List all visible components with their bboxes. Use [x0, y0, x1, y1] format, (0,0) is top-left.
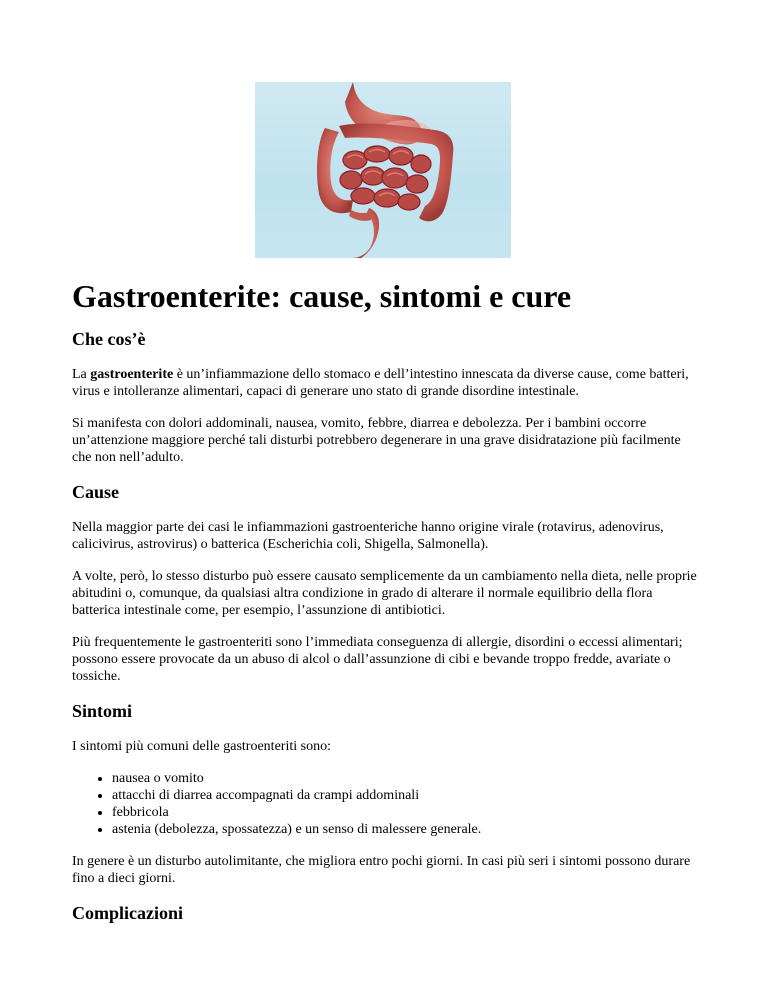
- list-item: • astenia (debolezza, spossatezza) e un senso di malessere generale.: [112, 821, 702, 838]
- section-heading-cause: Cause: [72, 482, 120, 502]
- paragraph-text: è un’infiammazione dello stomaco e dell’intestino innescata da diverse cause, come batteri, virus e intolleranze alimentari, capaci di generare uno stato di grande disordine intestinale.: [72, 367, 689, 399]
- section-heading-sintomi: Sintomi: [72, 701, 133, 721]
- document-page: [72, 82, 702, 924]
- paragraph: Più frequentemente le gastroenteriti sono l’immediata conseguenza di allergie, disordini o eccessi alimentari; possono essere provocate da un abuso di alcol o dall’assunzione di cibi e bevande troppo fredde, avariate o tossiche.: [72, 635, 683, 684]
- section-heading-complicazioni: Complicazioni: [72, 903, 183, 923]
- intestine-illustration: [255, 82, 511, 258]
- list-item: • nausea o vomito: [112, 770, 702, 787]
- list-item: • febbricola: [112, 804, 702, 821]
- symptom-list: [72, 770, 702, 838]
- paragraph: Nella maggior parte dei casi le infiammazioni gastroenteriche hanno origine virale (rotavirus, adenovirus, calicivirus, astrovirus) o batterica (Escherichia coli, Shigella, Salmonella).: [72, 520, 664, 552]
- paragraph-text: La: [72, 367, 91, 382]
- paragraph: Si manifesta con dolori addominali, nausea, vomito, febbre, diarrea e debolezza. Per i bambini occorre un’attenzione maggiore perché tali disturbi potrebbero degenerare in una grave disidratazione più facilmente che non nell’adulto.: [72, 416, 681, 465]
- bold-term: gastroenterite: [90, 367, 174, 382]
- paragraph: I sintomi più comuni delle gastroenteriti sono:: [72, 739, 331, 754]
- intestine-icon: [255, 82, 511, 258]
- list-item: • attacchi di diarrea accompagnati da crampi addominali: [112, 787, 702, 804]
- page-title: Gastroenterite: cause, sintomi e cure: [72, 278, 572, 314]
- paragraph: A volte, però, lo stesso disturbo può essere causato semplicemente da un cambiamento nella dieta, nelle proprie abitudini o, comunque, da qualsiasi altra condizione in grado di alterare il normale equilibrio della flora batterica intestinale come, per esempio, l’assunzione di antibiotici.: [72, 569, 697, 618]
- section-heading-che-cose: Che cos’è: [72, 329, 146, 349]
- paragraph: In genere è un disturbo autolimitante, che migliora entro pochi giorni. In casi più seri i sintomi possono durare fino a dieci giorni.: [72, 854, 691, 886]
- paragraph: [72, 366, 702, 400]
